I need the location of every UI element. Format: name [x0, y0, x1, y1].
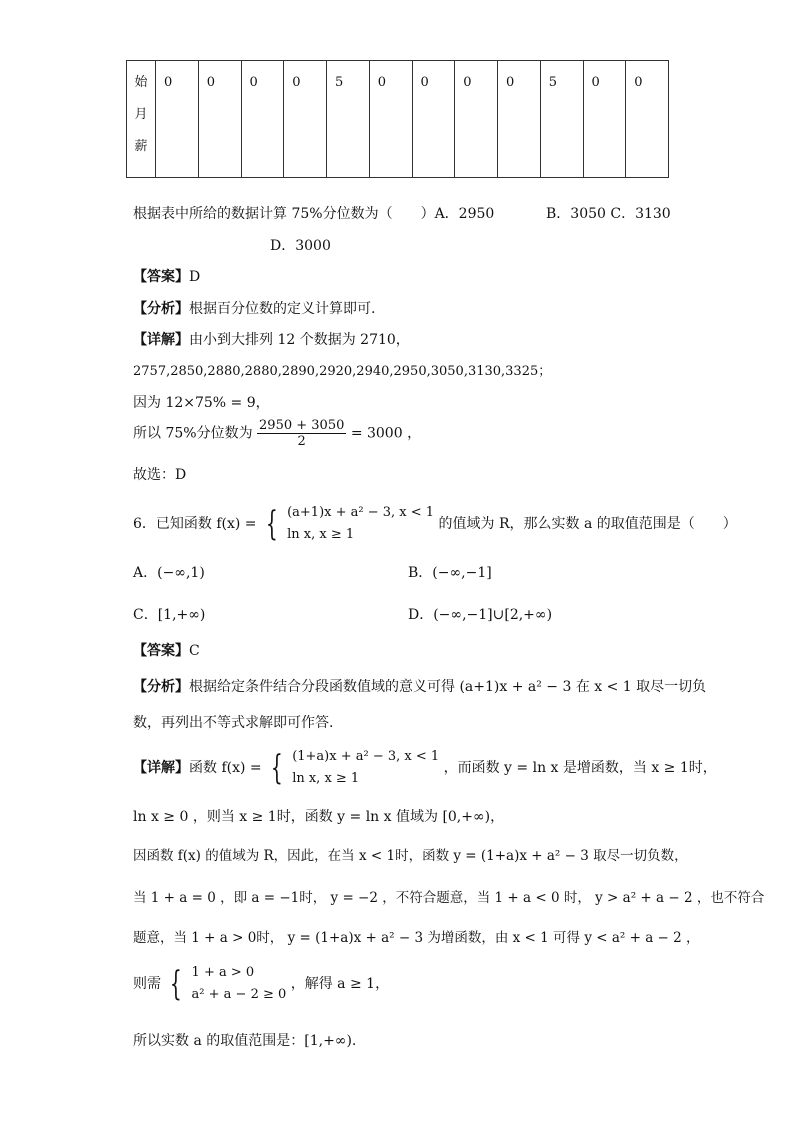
stem-text: 的值域为 R，那么实数 a 的取值范围是（ ） — [438, 516, 737, 532]
answer-value: C — [189, 643, 200, 659]
piecewise-cases — [287, 502, 434, 546]
q6-detail-line1 — [133, 746, 717, 790]
brace-icon: { — [265, 504, 278, 544]
q5-data-list: 2757,2850,2880,2880,2890,2920,2940,2950,3050,3130,3325； — [133, 364, 552, 379]
detail-text: ，解得 a ≥ 1， — [290, 976, 390, 992]
q6-answer — [133, 640, 200, 660]
q5-answer — [133, 266, 200, 286]
table-cell: 0 — [412, 61, 455, 178]
q5-detail-line4 — [133, 418, 421, 449]
table-cell: 0 — [369, 61, 412, 178]
brace-icon: { — [170, 964, 183, 1004]
row-label-cell — [127, 61, 156, 178]
detail-text: = 3000 ， — [350, 425, 422, 442]
detail-text: 则需 — [133, 976, 161, 992]
detail-tag: 【详解】 — [133, 332, 189, 348]
analysis-tag: 【分析】 — [133, 301, 189, 317]
q6-stem — [133, 502, 737, 546]
fraction — [257, 418, 346, 449]
table-cell: 0 — [455, 61, 498, 178]
detail-text: 所以 75%分位数为 — [133, 425, 253, 442]
row-label-char: 月 — [134, 107, 148, 122]
inequality-system — [192, 962, 287, 1006]
q6-detail-line4: 当 1 + a = 0 ，即 a = −1时， y = −2 ，不符合题意，当 1 + a < 0 时， y > a² + a − 2 ，也不符合 — [133, 890, 765, 906]
table-cell: 5 — [327, 61, 370, 178]
analysis-text: 根据给定条件结合分段函数值域的意义可得 (a+1)x + a² − 3 在 x < 1 取尽一切负 — [189, 679, 707, 695]
detail-tag: 【详解】 — [133, 760, 189, 776]
table-cell: 0 — [498, 61, 541, 178]
q6-detail-line2: ln x ≥ 0 ，则当 x ≥ 1时，函数 y = ln x 值域为 [0,+∞)， — [133, 809, 505, 825]
q6-analysis-line2: 数，再列出不等式求解即可作答. — [133, 715, 334, 731]
q5-analysis — [133, 298, 375, 318]
case-line: a² + a − 2 ≥ 0 — [191, 987, 287, 1002]
piecewise-cases — [292, 746, 439, 790]
table-cell: 5 — [540, 61, 583, 178]
table-cell: 0 — [156, 61, 199, 178]
stem-text: 6．已知函数 f(x) = — [133, 516, 257, 532]
case-line: (1+a)x + a² − 3, x < 1 — [292, 749, 440, 764]
detail-text: ，而函数 y = ln x 是增函数，当 x ≥ 1时， — [443, 760, 717, 776]
case-line: (a+1)x + a² − 3, x < 1 — [287, 505, 435, 520]
q6-detail-line3: 因函数 f(x) 的值域为 R，因此，在当 x < 1时，函数 y = (1+a)x + a² − 3 取尽一切负数， — [133, 848, 688, 864]
table-cell: 0 — [198, 61, 241, 178]
q5-stem: 根据表中所给的数据计算 75%分位数为（ ）A．2950 — [133, 206, 495, 222]
q6-conclusion: 所以实数 a 的取值范围是：[1,+∞). — [133, 1033, 357, 1049]
q5-choose: 故选：D — [133, 467, 187, 483]
q6-option-c: C．[1,+∞) — [133, 607, 206, 623]
q6-option-b: B．(−∞,−1] — [408, 565, 492, 581]
detail-text: 由小到大排列 12 个数据为 2710， — [189, 332, 410, 348]
q5-option-d: D．3000 — [270, 238, 331, 254]
q6-option-a: A．(−∞,1) — [133, 565, 205, 581]
analysis-text: 根据百分位数的定义计算即可. — [189, 301, 376, 317]
answer-tag: 【答案】 — [133, 643, 189, 659]
q5-detail-line3: 因为 12×75% = 9， — [133, 395, 270, 411]
answer-tag: 【答案】 — [133, 269, 189, 285]
salary-table — [126, 60, 669, 178]
case-line: ln x, x ≥ 1 — [287, 527, 355, 542]
fraction-numerator: 2950 + 3050 — [259, 418, 345, 433]
brace-icon: { — [270, 748, 283, 788]
fraction-denominator: 2 — [297, 434, 306, 449]
table-row — [127, 61, 669, 178]
q6-detail-line6 — [133, 962, 389, 1006]
analysis-tag: 【分析】 — [133, 679, 189, 695]
q6-option-d: D．(−∞,−1]∪[2,+∞) — [408, 607, 553, 623]
q6-detail-line5: 题意，当 1 + a > 0时， y = (1+a)x + a² − 3 为增函数，由 x < 1 可得 y < a² + a − 2 ， — [133, 930, 700, 946]
case-line: 1 + a > 0 — [191, 965, 255, 980]
row-label-char: 薪 — [134, 139, 148, 154]
table-cell: 0 — [284, 61, 327, 178]
table-cell: 0 — [626, 61, 669, 178]
table-cell: 0 — [241, 61, 284, 178]
case-line: ln x, x ≥ 1 — [292, 771, 360, 786]
q6-analysis-line1 — [133, 676, 706, 696]
answer-value: D — [189, 269, 201, 285]
table-cell: 0 — [583, 61, 626, 178]
q5-options-bc: B．3050 C．3130 — [546, 206, 671, 222]
row-label-char: 始 — [134, 75, 148, 90]
detail-text: 函数 f(x) = — [189, 760, 262, 776]
q5-detail — [133, 329, 410, 349]
